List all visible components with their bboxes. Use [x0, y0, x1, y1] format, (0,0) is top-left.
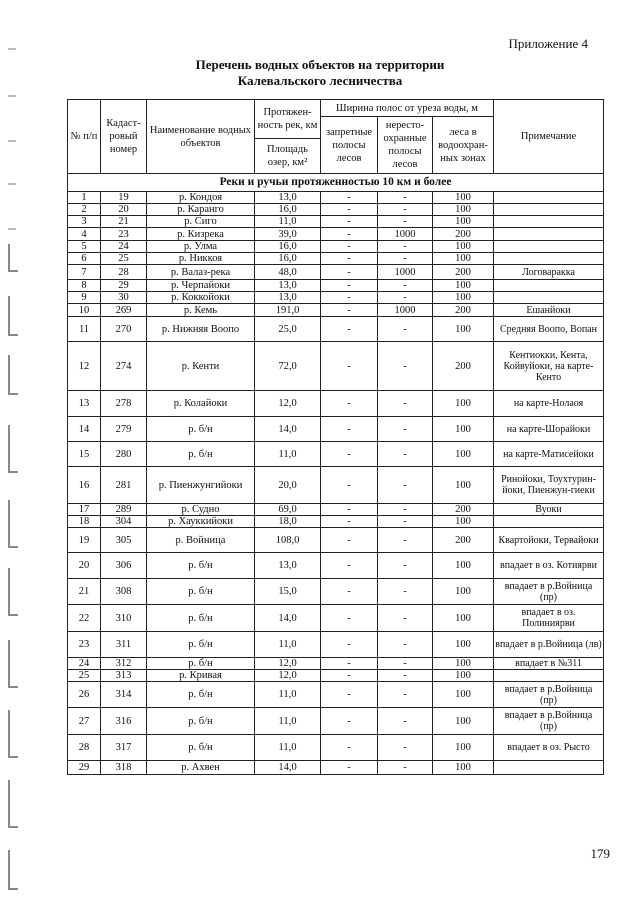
- length-value: 12,0: [255, 670, 321, 682]
- water-body-name: р. Улма: [147, 241, 255, 253]
- cadastral-number: 304: [101, 516, 147, 528]
- water-body-name: р. б/н: [147, 605, 255, 632]
- forest-width: 100: [433, 658, 494, 670]
- note-cell: Квартойоки, Тервайоки: [494, 528, 604, 553]
- note-cell: [494, 241, 604, 253]
- header-length: Протяжен-ность рек, км: [255, 100, 321, 139]
- water-body-name: р. Ахвен: [147, 761, 255, 775]
- cadastral-number: 311: [101, 632, 147, 658]
- row-number: 4: [68, 228, 101, 241]
- prohibited-width: -: [321, 228, 378, 241]
- row-number: 17: [68, 504, 101, 516]
- header-cadastral: Кадаст-ровый номер: [101, 100, 147, 174]
- water-body-name: р. Хауккийоки: [147, 516, 255, 528]
- length-value: 12,0: [255, 391, 321, 417]
- cadastral-number: 279: [101, 417, 147, 442]
- length-value: 14,0: [255, 417, 321, 442]
- forest-width: 100: [433, 192, 494, 204]
- document-title: [0, 57, 640, 89]
- prohibited-width: -: [321, 417, 378, 442]
- length-value: 12,0: [255, 658, 321, 670]
- water-body-name: р. б/н: [147, 708, 255, 735]
- cadastral-number: 280: [101, 442, 147, 467]
- water-body-name: р. б/н: [147, 658, 255, 670]
- spawning-width: -: [378, 579, 433, 605]
- note-cell: впадает в №311: [494, 658, 604, 670]
- forest-width: 100: [433, 761, 494, 775]
- length-value: 11,0: [255, 216, 321, 228]
- prohibited-width: -: [321, 761, 378, 775]
- water-body-name: р. Колайоки: [147, 391, 255, 417]
- forest-width: 100: [433, 467, 494, 504]
- spawning-width: -: [378, 632, 433, 658]
- prohibited-width: -: [321, 292, 378, 304]
- page-number: 179: [590, 846, 610, 861]
- spawning-width: -: [378, 391, 433, 417]
- table-row: [68, 280, 604, 292]
- row-number: 5: [68, 241, 101, 253]
- spawning-width: -: [378, 708, 433, 735]
- row-number: 25: [68, 670, 101, 682]
- cadastral-number: 269: [101, 304, 147, 317]
- prohibited-width: -: [321, 605, 378, 632]
- water-body-name: р. Судно: [147, 504, 255, 516]
- forest-width: 200: [433, 342, 494, 391]
- row-number: 15: [68, 442, 101, 467]
- forest-width: 100: [433, 292, 494, 304]
- cadastral-number: 312: [101, 658, 147, 670]
- row-number: 24: [68, 658, 101, 670]
- prohibited-width: -: [321, 280, 378, 292]
- length-value: 13,0: [255, 292, 321, 304]
- margin-bracket: [8, 640, 10, 688]
- forest-width: 100: [433, 280, 494, 292]
- spawning-width: -: [378, 317, 433, 342]
- water-body-name: р. Валаз-река: [147, 265, 255, 280]
- spawning-width: -: [378, 417, 433, 442]
- row-number: 6: [68, 253, 101, 265]
- forest-width: 200: [433, 228, 494, 241]
- table-row: [68, 216, 604, 228]
- cadastral-number: 314: [101, 682, 147, 708]
- cadastral-number: 20: [101, 204, 147, 216]
- forest-width: 100: [433, 553, 494, 579]
- note-cell: [494, 761, 604, 775]
- table-row: [68, 442, 604, 467]
- margin-mark: [8, 48, 16, 50]
- row-number: 2: [68, 204, 101, 216]
- title-line-1: Перечень водных объектов на территории: [195, 57, 445, 72]
- cadastral-number: 317: [101, 735, 147, 761]
- note-cell: Ешанйоки: [494, 304, 604, 317]
- note-cell: [494, 204, 604, 216]
- forest-width: 100: [433, 670, 494, 682]
- water-body-name: р. б/н: [147, 442, 255, 467]
- margin-bracket: [8, 425, 10, 473]
- cadastral-number: 24: [101, 241, 147, 253]
- cadastral-number: 308: [101, 579, 147, 605]
- prohibited-width: -: [321, 579, 378, 605]
- cadastral-number: 305: [101, 528, 147, 553]
- prohibited-width: -: [321, 204, 378, 216]
- title-line-2: Калевальского лесничества: [237, 73, 403, 88]
- length-value: 48,0: [255, 265, 321, 280]
- cadastral-number: 29: [101, 280, 147, 292]
- prohibited-width: -: [321, 528, 378, 553]
- table-row: [68, 632, 604, 658]
- water-body-name: р. Каранго: [147, 204, 255, 216]
- spawning-width: -: [378, 761, 433, 775]
- margin-bracket: [8, 296, 10, 336]
- table-row: [68, 553, 604, 579]
- forest-width: 100: [433, 708, 494, 735]
- row-number: 11: [68, 317, 101, 342]
- prohibited-width: -: [321, 708, 378, 735]
- table-row: [68, 304, 604, 317]
- cadastral-number: 28: [101, 265, 147, 280]
- cadastral-number: 310: [101, 605, 147, 632]
- header-width-group: Ширина полос от уреза воды, м: [321, 100, 494, 117]
- row-number: 27: [68, 708, 101, 735]
- note-cell: Ринойоки, Тоухтурин-йоки, Пиенжун-гиеки: [494, 467, 604, 504]
- spawning-width: -: [378, 735, 433, 761]
- section-title: Реки и ручьи протяженностью 10 км и более: [68, 174, 604, 192]
- spawning-width: -: [378, 670, 433, 682]
- water-body-name: р. Войница: [147, 528, 255, 553]
- table-row: [68, 670, 604, 682]
- table-row: [68, 516, 604, 528]
- row-number: 10: [68, 304, 101, 317]
- forest-width: 200: [433, 504, 494, 516]
- water-body-name: р. б/н: [147, 632, 255, 658]
- margin-mark: [8, 140, 16, 142]
- water-body-name: р. б/н: [147, 682, 255, 708]
- note-cell: [494, 253, 604, 265]
- note-cell: [494, 192, 604, 204]
- header-spawning: нересто-охранные полосы лесов: [378, 117, 433, 174]
- row-number: 14: [68, 417, 101, 442]
- margin-bracket: [8, 244, 10, 272]
- spawning-width: -: [378, 553, 433, 579]
- margin-bracket: [8, 710, 10, 758]
- prohibited-width: -: [321, 632, 378, 658]
- cadastral-number: 19: [101, 192, 147, 204]
- cadastral-number: 270: [101, 317, 147, 342]
- forest-width: 200: [433, 528, 494, 553]
- water-body-name: р. Кондоя: [147, 192, 255, 204]
- row-number: 13: [68, 391, 101, 417]
- cadastral-number: 316: [101, 708, 147, 735]
- header-forests: леса в водоохран-ных зонах: [433, 117, 494, 174]
- prohibited-width: -: [321, 467, 378, 504]
- table-row: [68, 467, 604, 504]
- prohibited-width: -: [321, 516, 378, 528]
- margin-mark: [8, 228, 16, 230]
- forest-width: 100: [433, 216, 494, 228]
- note-cell: впадает в оз. Рысто: [494, 735, 604, 761]
- margin-bracket: [8, 850, 10, 890]
- spawning-width: -: [378, 442, 433, 467]
- note-cell: Вуоки: [494, 504, 604, 516]
- length-value: 11,0: [255, 735, 321, 761]
- note-cell: впадает в р.Войница (пр): [494, 708, 604, 735]
- table-row: [68, 761, 604, 775]
- spawning-width: -: [378, 682, 433, 708]
- table-row: [68, 708, 604, 735]
- cadastral-number: 21: [101, 216, 147, 228]
- length-value: 14,0: [255, 605, 321, 632]
- length-value: 13,0: [255, 280, 321, 292]
- prohibited-width: -: [321, 192, 378, 204]
- row-number: 28: [68, 735, 101, 761]
- table-row: [68, 658, 604, 670]
- prohibited-width: -: [321, 265, 378, 280]
- table-row: [68, 528, 604, 553]
- row-number: 22: [68, 605, 101, 632]
- table-row: [68, 241, 604, 253]
- prohibited-width: -: [321, 304, 378, 317]
- margin-mark: [8, 95, 16, 97]
- table-row: [68, 265, 604, 280]
- length-value: 13,0: [255, 192, 321, 204]
- note-cell: впадает в р.Войница (пр): [494, 682, 604, 708]
- forest-width: 100: [433, 391, 494, 417]
- water-body-name: р. б/н: [147, 417, 255, 442]
- spawning-width: -: [378, 528, 433, 553]
- spawning-width: 1000: [378, 304, 433, 317]
- table-row: [68, 579, 604, 605]
- forest-width: 100: [433, 605, 494, 632]
- cadastral-number: 278: [101, 391, 147, 417]
- row-number: 21: [68, 579, 101, 605]
- length-value: 39,0: [255, 228, 321, 241]
- length-value: 108,0: [255, 528, 321, 553]
- prohibited-width: -: [321, 658, 378, 670]
- row-number: 19: [68, 528, 101, 553]
- spawning-width: -: [378, 216, 433, 228]
- note-cell: [494, 670, 604, 682]
- row-number: 18: [68, 516, 101, 528]
- spawning-width: -: [378, 192, 433, 204]
- row-number: 26: [68, 682, 101, 708]
- length-value: 15,0: [255, 579, 321, 605]
- table-row: [68, 228, 604, 241]
- row-number: 9: [68, 292, 101, 304]
- spawning-width: -: [378, 280, 433, 292]
- water-body-name: р. Нижняя Воопо: [147, 317, 255, 342]
- spawning-width: -: [378, 253, 433, 265]
- water-bodies-table: [67, 99, 604, 775]
- forest-width: 100: [433, 735, 494, 761]
- length-value: 69,0: [255, 504, 321, 516]
- note-cell: Средняя Воопо, Вопан: [494, 317, 604, 342]
- forest-width: 100: [433, 516, 494, 528]
- cadastral-number: 313: [101, 670, 147, 682]
- spawning-width: -: [378, 467, 433, 504]
- length-value: 16,0: [255, 204, 321, 216]
- table-row: [68, 417, 604, 442]
- table-row: [68, 504, 604, 516]
- forest-width: 100: [433, 442, 494, 467]
- prohibited-width: -: [321, 216, 378, 228]
- length-value: 16,0: [255, 253, 321, 265]
- row-number: 12: [68, 342, 101, 391]
- prohibited-width: -: [321, 253, 378, 265]
- note-cell: [494, 516, 604, 528]
- note-cell: на карте-Нолаоя: [494, 391, 604, 417]
- header-prohibited: запретные полосы лесов: [321, 117, 378, 174]
- water-body-name: р. Сиго: [147, 216, 255, 228]
- prohibited-width: -: [321, 735, 378, 761]
- row-number: 7: [68, 265, 101, 280]
- water-body-name: р. Черпайоки: [147, 280, 255, 292]
- note-cell: [494, 228, 604, 241]
- prohibited-width: -: [321, 504, 378, 516]
- prohibited-width: -: [321, 670, 378, 682]
- cadastral-number: 274: [101, 342, 147, 391]
- table-row: [68, 192, 604, 204]
- cadastral-number: 318: [101, 761, 147, 775]
- prohibited-width: -: [321, 317, 378, 342]
- water-body-name: р. б/н: [147, 553, 255, 579]
- row-number: 20: [68, 553, 101, 579]
- spawning-width: -: [378, 504, 433, 516]
- row-number: 1: [68, 192, 101, 204]
- cadastral-number: 289: [101, 504, 147, 516]
- appendix-label: Приложение 4: [508, 36, 588, 51]
- forest-width: 100: [433, 241, 494, 253]
- water-body-name: р. Кенти: [147, 342, 255, 391]
- water-body-name: р. Кривая: [147, 670, 255, 682]
- water-body-name: р. Кизрека: [147, 228, 255, 241]
- header-area: Площадь озер, км²: [255, 139, 321, 174]
- margin-bracket: [8, 568, 10, 616]
- note-cell: [494, 216, 604, 228]
- forest-width: 200: [433, 304, 494, 317]
- prohibited-width: -: [321, 682, 378, 708]
- length-value: 11,0: [255, 708, 321, 735]
- forest-width: 100: [433, 204, 494, 216]
- spawning-width: -: [378, 204, 433, 216]
- margin-bracket: [8, 355, 10, 395]
- forest-width: 200: [433, 265, 494, 280]
- table-row: [68, 605, 604, 632]
- length-value: 11,0: [255, 682, 321, 708]
- forest-width: 100: [433, 632, 494, 658]
- header-note: Примечание: [494, 100, 604, 174]
- cadastral-number: 306: [101, 553, 147, 579]
- spawning-width: -: [378, 516, 433, 528]
- row-number: 3: [68, 216, 101, 228]
- note-cell: впадает в р.Войница (пр): [494, 579, 604, 605]
- cadastral-number: 281: [101, 467, 147, 504]
- margin-mark: [8, 183, 16, 185]
- note-cell: Логоваракка: [494, 265, 604, 280]
- cadastral-number: 23: [101, 228, 147, 241]
- margin-bracket: [8, 500, 10, 548]
- prohibited-width: -: [321, 241, 378, 253]
- length-value: 191,0: [255, 304, 321, 317]
- spawning-width: 1000: [378, 228, 433, 241]
- spawning-width: -: [378, 342, 433, 391]
- row-number: 16: [68, 467, 101, 504]
- note-cell: Кентиокки, Кента, Койвуйоки, на карте-Кенто: [494, 342, 604, 391]
- note-cell: [494, 292, 604, 304]
- length-value: 11,0: [255, 442, 321, 467]
- cadastral-number: 30: [101, 292, 147, 304]
- spawning-width: -: [378, 241, 433, 253]
- table-row: [68, 682, 604, 708]
- length-value: 14,0: [255, 761, 321, 775]
- length-value: 16,0: [255, 241, 321, 253]
- prohibited-width: -: [321, 442, 378, 467]
- table-row: [68, 292, 604, 304]
- row-number: 8: [68, 280, 101, 292]
- length-value: 20,0: [255, 467, 321, 504]
- water-body-name: р. Кемь: [147, 304, 255, 317]
- row-number: 29: [68, 761, 101, 775]
- table-row: [68, 391, 604, 417]
- length-value: 72,0: [255, 342, 321, 391]
- header-num: № п/п: [68, 100, 101, 174]
- water-body-name: р. Никкоя: [147, 253, 255, 265]
- prohibited-width: -: [321, 553, 378, 579]
- prohibited-width: -: [321, 342, 378, 391]
- table-row: [68, 253, 604, 265]
- header-name: Наименование водных объектов: [147, 100, 255, 174]
- length-value: 13,0: [255, 553, 321, 579]
- length-value: 11,0: [255, 632, 321, 658]
- margin-bracket: [8, 780, 10, 828]
- length-value: 25,0: [255, 317, 321, 342]
- note-cell: впадает в р.Войница (лв): [494, 632, 604, 658]
- water-body-name: р. Пиенжунгийоки: [147, 467, 255, 504]
- table-row: [68, 735, 604, 761]
- table-row: [68, 317, 604, 342]
- water-body-name: р. б/н: [147, 735, 255, 761]
- note-cell: на карте-Шорайоки: [494, 417, 604, 442]
- note-cell: впадает в оз. Полиниярви: [494, 605, 604, 632]
- spawning-width: -: [378, 292, 433, 304]
- note-cell: впадает в оз. Котиярви: [494, 553, 604, 579]
- cadastral-number: 25: [101, 253, 147, 265]
- water-body-name: р. б/н: [147, 579, 255, 605]
- note-cell: [494, 280, 604, 292]
- spawning-width: 1000: [378, 265, 433, 280]
- note-cell: на карте-Матисейоки: [494, 442, 604, 467]
- water-body-name: р. Коккойоки: [147, 292, 255, 304]
- length-value: 18,0: [255, 516, 321, 528]
- forest-width: 100: [433, 253, 494, 265]
- prohibited-width: -: [321, 391, 378, 417]
- spawning-width: -: [378, 605, 433, 632]
- forest-width: 100: [433, 417, 494, 442]
- table-row: [68, 342, 604, 391]
- forest-width: 100: [433, 317, 494, 342]
- spawning-width: -: [378, 658, 433, 670]
- forest-width: 100: [433, 579, 494, 605]
- table-row: [68, 204, 604, 216]
- forest-width: 100: [433, 682, 494, 708]
- row-number: 23: [68, 632, 101, 658]
